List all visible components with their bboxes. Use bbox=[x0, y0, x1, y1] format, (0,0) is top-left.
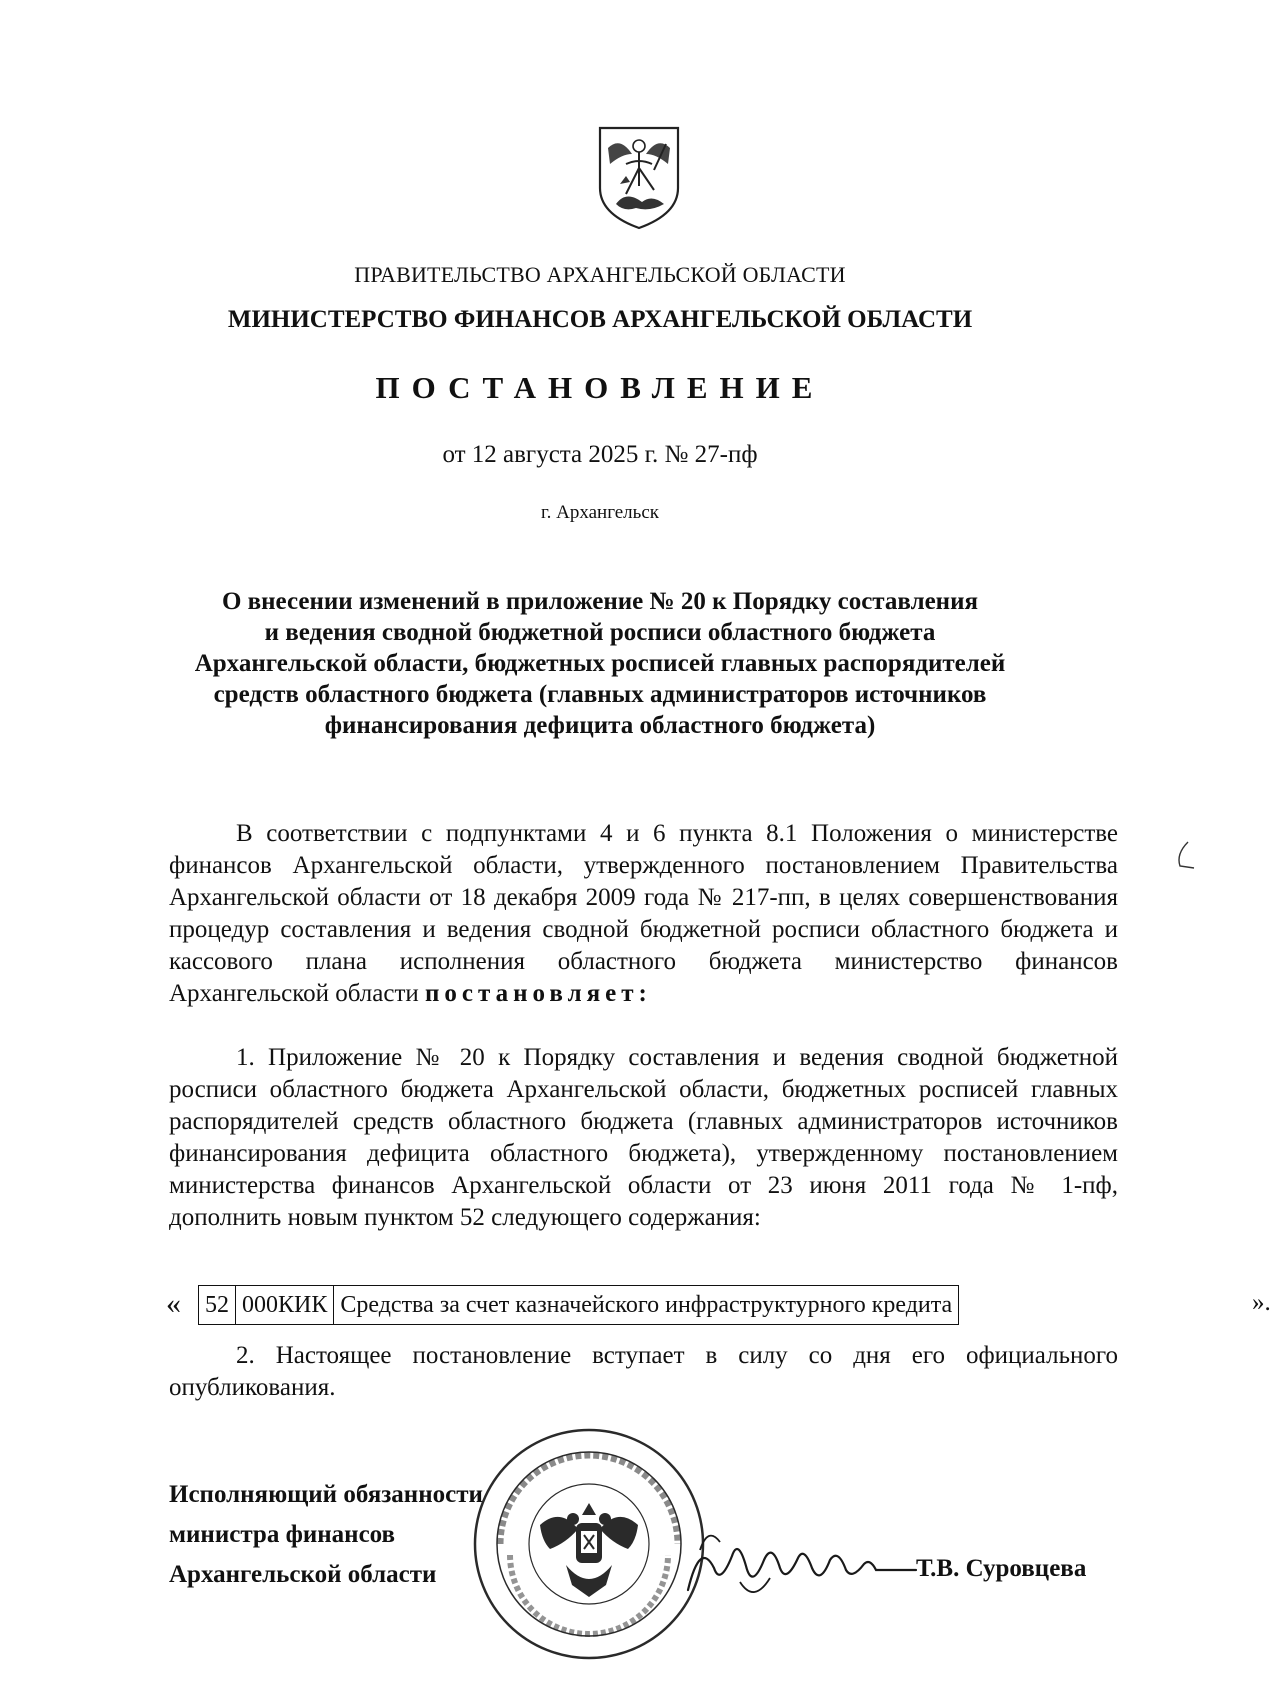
margin-pen-mark-icon bbox=[1172, 838, 1196, 878]
signatory-line: Исполняющий обязанности bbox=[169, 1481, 483, 1508]
preamble-text: В соответствии с подпунктами 4 и 6 пункта 8.1 Положения о министерстве финансов Архангельской области, утвержденного постановлением Правительства Архангельской области от 18 декабря 2009 года № 217-пп, в целях совершенствования процедур составления и ведения сводной бюджетной росписи областного бюджета и кассового плана исполнения областного бюджета министерство финансов Архангельской области bbox=[169, 820, 1118, 1007]
insert-name-cell: Средства за счет казначейского инфраструктурного кредита bbox=[334, 1286, 959, 1325]
document-subject bbox=[150, 586, 1050, 741]
government-name: ПРАВИТЕЛЬСТВО АРХАНГЕЛЬСКОЙ ОБЛАСТИ bbox=[354, 262, 846, 287]
subject-line: средств областного бюджета (главных администраторов источников bbox=[213, 681, 987, 708]
resolves-colon: : bbox=[638, 980, 652, 1007]
document-date-number: от 12 августа 2025 г. № 27-пф bbox=[442, 441, 758, 468]
subject-line: О внесении изменений в приложение № 20 к Порядку составления bbox=[221, 588, 979, 615]
item-1-paragraph: 1. Приложение № 20 к Порядку составления и ведения сводной бюджетной росписи областного бюджета Архангельской области, бюджетных росписей главных распорядителей средств областного бюджета (главных администраторов источников финансирования дефицита областного бюджета), утвержденному постановлением министерства финансов Архангельской области от 23 июня 2011 года № 1-пф, дополнить новым пунктом 52 следующего содержания: bbox=[169, 1044, 1118, 1231]
table-row bbox=[199, 1286, 959, 1325]
handwritten-signature-icon bbox=[680, 1520, 920, 1610]
insert-code-cell: 000КИК bbox=[236, 1286, 334, 1325]
insert-number-cell: 52 bbox=[199, 1286, 236, 1325]
document-city: г. Архангельск bbox=[540, 502, 659, 523]
open-quote: « bbox=[166, 1287, 181, 1320]
signatory-line: министра финансов bbox=[169, 1521, 396, 1548]
preamble-paragraph bbox=[169, 818, 1118, 1010]
resolves-word: постановляет bbox=[425, 980, 639, 1007]
document-type: ПОСТАНОВЛЕНИЕ bbox=[375, 370, 825, 405]
subject-line: финансирования дефицита областного бюджета) bbox=[324, 712, 876, 739]
signatory-line: Архангельской области bbox=[169, 1561, 437, 1588]
close-quote: ». bbox=[1252, 1289, 1271, 1316]
signatory-position bbox=[169, 1475, 483, 1595]
ministry-name: МИНИСТЕРСТВО ФИНАНСОВ АРХАНГЕЛЬСКОЙ ОБЛАСТИ bbox=[227, 306, 973, 333]
insert-table bbox=[198, 1285, 959, 1325]
official-seal-icon bbox=[470, 1425, 708, 1663]
subject-line: и ведения сводной бюджетной росписи областного бюджета bbox=[264, 619, 936, 646]
signatory-name: Т.В. Суровцева bbox=[916, 1555, 1087, 1582]
subject-line: Архангельской области, бюджетных росписей главных распорядителей bbox=[194, 650, 1006, 677]
item-2-paragraph: 2. Настоящее постановление вступает в силу со дня его официального опубликования. bbox=[169, 1342, 1118, 1401]
coat-of-arms-icon bbox=[596, 124, 682, 230]
